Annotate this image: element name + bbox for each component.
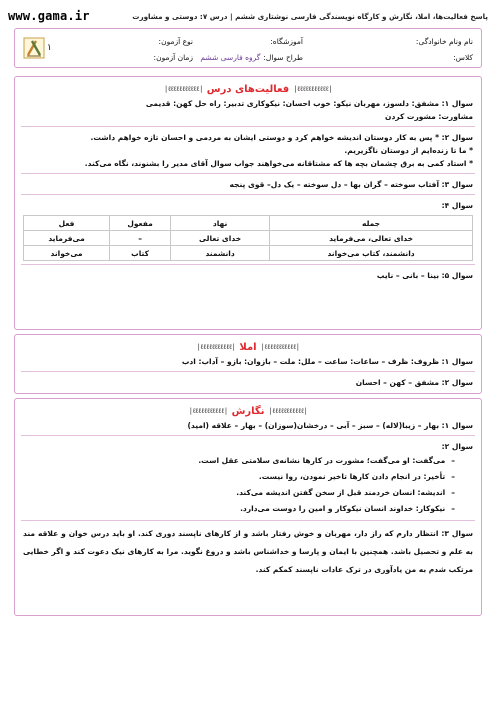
section-activities-title bbox=[15, 81, 481, 97]
q1-line-cont: مشاورت: مشورت کردن bbox=[385, 112, 473, 121]
writing-q2-label: سوال ۲: bbox=[441, 442, 473, 451]
student-info-box bbox=[14, 28, 482, 68]
divider bbox=[21, 371, 475, 372]
exam-type-field: نوع آزمون: bbox=[158, 36, 193, 46]
time-field: زمان آزمون: bbox=[153, 52, 193, 62]
table-cell: – bbox=[110, 231, 171, 246]
writing-q1: سوال ۱: بهار – زیبا(لاله) – سبز – آبی – درخشان(سوزان) – بهار – علاقه (امید) bbox=[187, 421, 473, 430]
title-decoration-left: |ℓℓℓℓℓℓℓℓℓℓℓ| bbox=[188, 407, 228, 415]
section-activities-heading: فعالیت‌های درس bbox=[206, 83, 290, 95]
table-header-row bbox=[24, 216, 473, 231]
list-item: – نیکوکار: خداوند انسان نیکوکار و امین را دوست می‌دارد. bbox=[15, 501, 455, 517]
student-name-field: نام ونام خانوادگی: bbox=[415, 36, 473, 46]
table-cell: دانشمند bbox=[171, 246, 270, 261]
table-header: جمله bbox=[270, 216, 473, 231]
section-writing-heading: نگارش bbox=[231, 405, 265, 417]
section-dictation-title bbox=[15, 339, 481, 355]
section-dictation-heading: املا bbox=[239, 341, 257, 353]
top-bar bbox=[8, 8, 488, 24]
q2-line: سوال ۲: * پس به کار دوستان اندیشه خواهم کرد و دوستی ایشان به مردمی و احسان تازه خواهم داشت. bbox=[90, 133, 473, 142]
table-header: مفعول bbox=[110, 216, 171, 231]
table-cell: می‌خواند bbox=[24, 246, 110, 261]
table-header: فعل bbox=[24, 216, 110, 231]
list-item: – تأخیر: در انجام دادن کارها تاخیر نمودن، روا نیست. bbox=[15, 469, 455, 485]
list-item: – اندیشه: انسان خردمند قبل از سخن گفتن اندیشه می‌کند. bbox=[15, 485, 455, 501]
divider bbox=[21, 435, 475, 436]
dictation-q1: سوال ۱: ظروف: ظرف – ساعات: ساعت – ملل: ملت – بازوان: بازو – آداب: ادب bbox=[181, 357, 473, 366]
table-row bbox=[24, 246, 473, 261]
title-decoration-left: |ℓℓℓℓℓℓℓℓℓℓℓ| bbox=[163, 85, 203, 93]
page-number: ۱ bbox=[47, 43, 52, 53]
divider bbox=[21, 520, 475, 521]
table-cell: خدای تعالی bbox=[171, 231, 270, 246]
divider bbox=[21, 194, 475, 195]
designer-field: طراح سوال: گروه فارسی ششم bbox=[200, 52, 303, 62]
q3-line: سوال ۳: آفتاب سوخته – گران بها – دل سوخته – یک دل– قوی پنجه bbox=[229, 180, 473, 189]
info-row-2 bbox=[23, 49, 473, 65]
list-item: – می‌گفت: او می‌گفت؛ مشورت در کارها نشانه‌ی سلامتی عقل است. bbox=[15, 453, 455, 469]
page-badge bbox=[21, 33, 83, 63]
table-cell: کتاب bbox=[110, 246, 171, 261]
q4-label: سوال ۴: bbox=[441, 201, 473, 210]
divider bbox=[21, 173, 475, 174]
q2-line-3: * استاد کمی به برق چشمان بچه ها که مشتاقانه می‌خواهند جواب سوال آقای مدیر را بشنوند، نگاه می‌کند. bbox=[84, 159, 473, 168]
table-header: نهاد bbox=[171, 216, 270, 231]
q5-line: سوال ۵: بینا – بانی – نایب bbox=[376, 271, 473, 280]
dictation-q2: سوال ۲: مشفق – کهن – احسان bbox=[355, 378, 473, 387]
writing-q3: سوال ۳: انتظار دارم که راز دار، مهربان و خوش رفتار باشد و از کارهای ناپسند دوری کند. او باید درس خوان و علاقه مند به علم و تحصیل باشد. همچنین با ایمان و پارسا و خداشناس باشد و دروغ نگوید. مرا به کارهای نیک دعوت کند و اگر خطایی مرتکب شدم به من یادآوری در ترک عادات ناپسند کمکم کند. bbox=[23, 529, 473, 574]
table-cell: دانشمند، کتاب می‌خواند bbox=[270, 246, 473, 261]
table-cell: خدای تعالی، می‌فرماید bbox=[270, 231, 473, 246]
title-decoration-right: |ℓℓℓℓℓℓℓℓℓℓℓ| bbox=[293, 85, 333, 93]
pencils-logo-icon bbox=[21, 35, 47, 61]
page-title: پاسخ فعالیت‌ها، املا، نگارش و کارگاه نویسندگی فارسی نوشتاری ششم | درس ۷: دوستی و مشاورت bbox=[132, 11, 488, 21]
title-decoration-right: |ℓℓℓℓℓℓℓℓℓℓℓ| bbox=[268, 407, 308, 415]
divider bbox=[21, 126, 475, 127]
section-writing-title bbox=[15, 403, 481, 419]
section-writing bbox=[14, 398, 482, 616]
title-decoration-right: |ℓℓℓℓℓℓℓℓℓℓℓ| bbox=[260, 343, 300, 351]
grammar-table bbox=[23, 215, 473, 261]
title-decoration-left: |ℓℓℓℓℓℓℓℓℓℓℓ| bbox=[196, 343, 236, 351]
designer-value: گروه فارسی ششم bbox=[200, 52, 261, 62]
divider bbox=[21, 264, 475, 265]
section-activities bbox=[14, 76, 482, 330]
section-dictation bbox=[14, 334, 482, 394]
class-field: کلاس: bbox=[453, 52, 473, 62]
table-cell: می‌فرماید bbox=[24, 231, 110, 246]
q1-line: سوال ۱: مشفق: دلسوز، مهربان نیکو: خوب احسان: نیکوکاری تدبیر: راه حل کهن: قدیمی bbox=[145, 99, 473, 108]
writing-q2-list bbox=[15, 453, 481, 517]
q2-line-2: * ما تا زنده‌ایم از دوستان ناگزیریم. bbox=[344, 146, 473, 155]
school-field: آموزشگاه: bbox=[270, 36, 303, 46]
table-row bbox=[24, 231, 473, 246]
site-url[interactable]: www.gama.ir bbox=[8, 9, 90, 23]
info-row-1 bbox=[23, 33, 473, 49]
